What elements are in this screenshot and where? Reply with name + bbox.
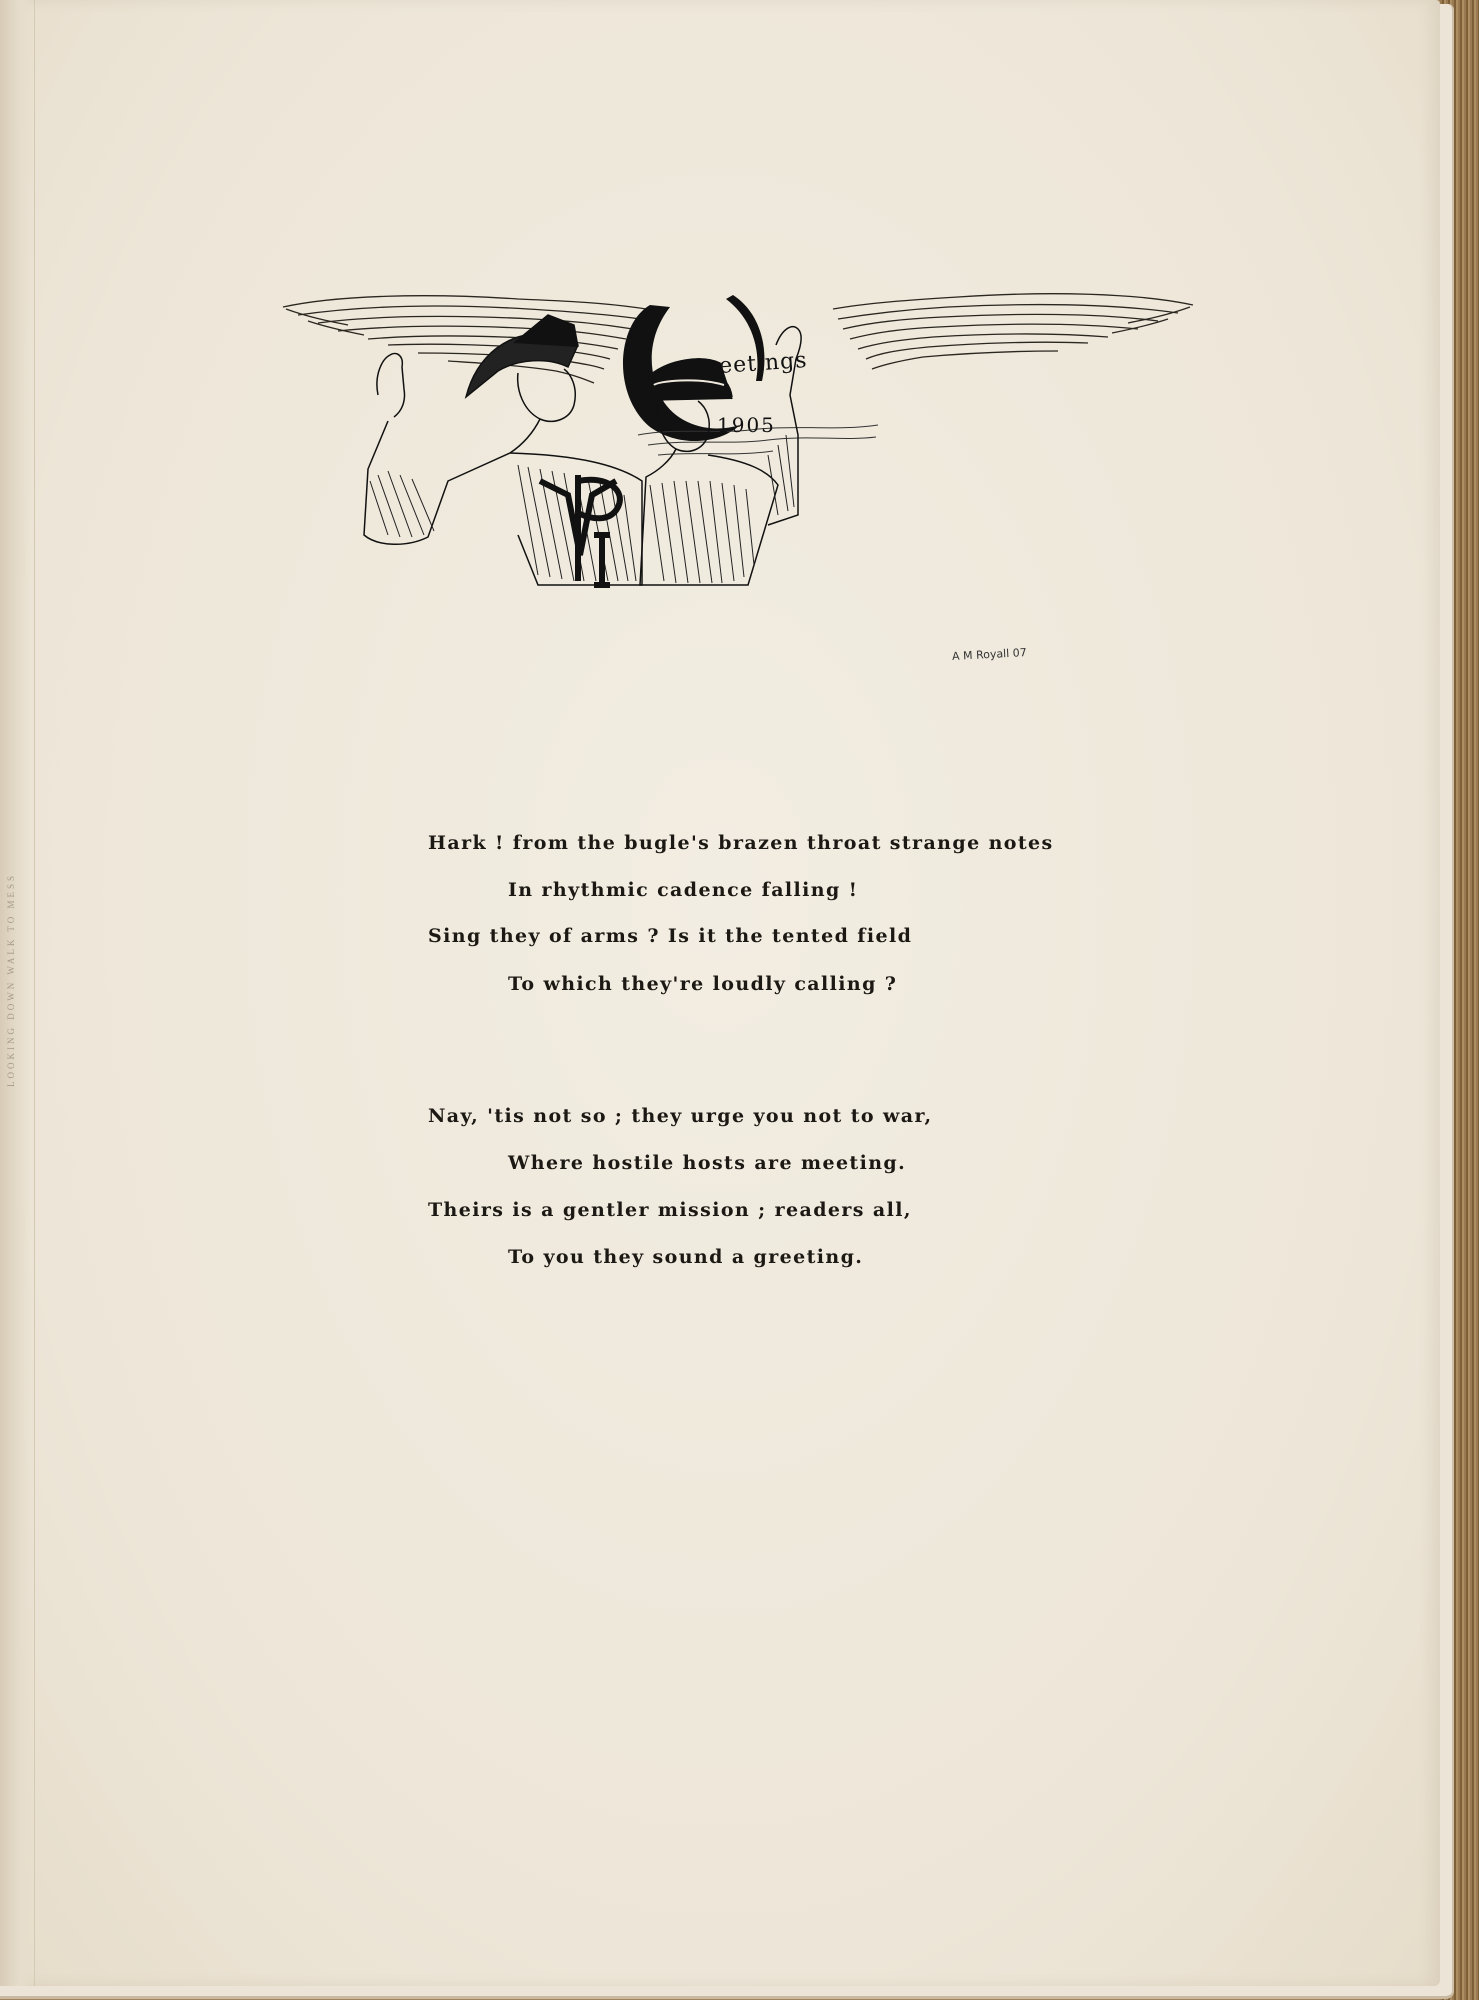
poem-stanza1-line3: Sing they of arms ? Is it the tented field [428, 925, 913, 947]
greetings-year: 1905 [717, 413, 776, 437]
greetings-illustration [278, 285, 1198, 675]
cloud-wing-left [283, 296, 646, 383]
poem-stanza2-line3: Theirs is a gentler mission ; readers all, [428, 1199, 912, 1221]
poem-stanza2-line2: Where hostile hosts are meeting. [508, 1152, 907, 1174]
poem-stanza2-line1: Nay, 'tis not so ; they urge you not to war, [428, 1105, 933, 1127]
poem-stanza1-line4: To which they're loudly calling ? [508, 973, 898, 995]
page-gutter [0, 0, 35, 1986]
artist-signature: A M Royall 07 [951, 646, 1028, 663]
greetings-banner-text: Greetings [688, 347, 809, 382]
spine-caption: LOOKING DOWN WALK TO MESS [6, 873, 16, 1087]
poem-stanza1-line1: Hark ! from the bugle's brazen throat strange notes [428, 832, 1054, 854]
cloud-wing-right [833, 294, 1193, 369]
poem-stanza1-line2: In rhythmic cadence falling ! [508, 879, 859, 901]
poem-stanza2-line4: To you they sound a greeting. [508, 1246, 864, 1268]
